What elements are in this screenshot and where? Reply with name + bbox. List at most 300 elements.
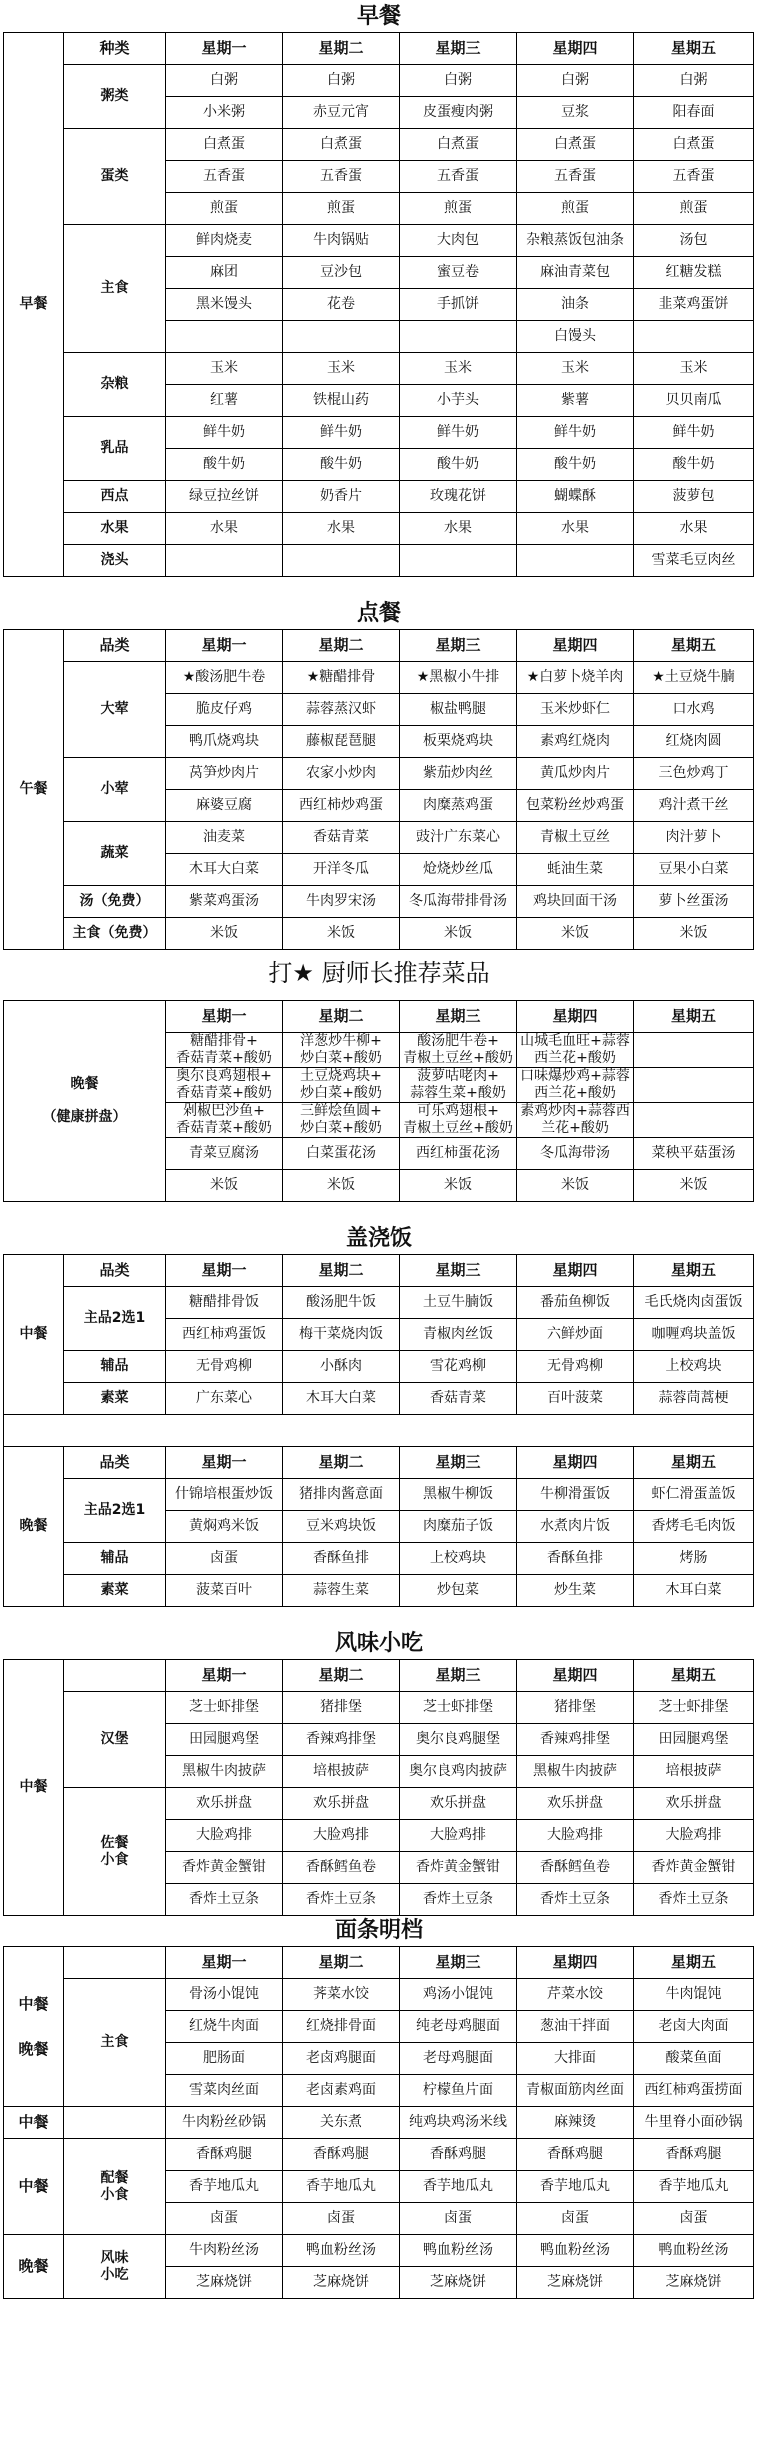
dish-cell: 玉米 bbox=[166, 353, 283, 385]
dish-cell: 番茄鱼柳饭 bbox=[517, 1287, 634, 1319]
dish-cell: 鸭血粉丝汤 bbox=[517, 2235, 634, 2267]
day-header: 星期五 bbox=[634, 1001, 754, 1033]
dish-cell: 青菜豆腐汤 bbox=[166, 1138, 283, 1170]
header-row bbox=[4, 1001, 754, 1033]
dish-cell: 卤蛋 bbox=[166, 1543, 283, 1575]
dish-cell: 毛氏烧肉卤蛋饭 bbox=[634, 1287, 754, 1319]
dish-cell: 木耳白菜 bbox=[634, 1575, 754, 1607]
dish-cell: 香酥鸡腿 bbox=[166, 2139, 283, 2171]
dish-cell: 牛柳滑蛋饭 bbox=[517, 1479, 634, 1511]
day-header: 星期一 bbox=[166, 1255, 283, 1287]
dish-cell: 韭菜鸡蛋饼 bbox=[634, 289, 754, 321]
dish-cell: 米饭 bbox=[517, 918, 634, 950]
menu-row bbox=[4, 1287, 754, 1319]
dish-cell: 西红柿炒鸡蛋 bbox=[283, 790, 400, 822]
category-label: 素菜 bbox=[64, 1383, 166, 1415]
dish-cell: 麻团 bbox=[166, 257, 283, 289]
meal-label: 中餐 bbox=[4, 1255, 64, 1415]
day-header: 星期二 bbox=[283, 1447, 400, 1479]
blank-cell bbox=[4, 1415, 754, 1447]
dish-cell: 芝麻烧饼 bbox=[517, 2267, 634, 2299]
dish-cell: 黑椒牛柳饭 bbox=[400, 1479, 517, 1511]
dish-cell: 麻辣烫 bbox=[517, 2107, 634, 2139]
snack-title: 风味小吃 bbox=[334, 1631, 423, 1656]
dish-cell: 麻油青菜包 bbox=[517, 257, 634, 289]
dish-cell: 百叶菠菜 bbox=[517, 1383, 634, 1415]
dish-cell: 煎蛋 bbox=[634, 193, 754, 225]
dish-cell: 大肉包 bbox=[400, 225, 517, 257]
category-header: 品类 bbox=[64, 1255, 166, 1287]
menu-row bbox=[4, 1383, 754, 1415]
dish-cell: 白菜蛋花汤 bbox=[283, 1138, 400, 1170]
dish-cell: 香芋地瓜丸 bbox=[400, 2171, 517, 2203]
day-header: 星期四 bbox=[517, 1660, 634, 1692]
dinner-meal: 晚餐 bbox=[70, 1076, 99, 1092]
dish-cell: 香炸黄金蟹钳 bbox=[400, 1852, 517, 1884]
menu-row bbox=[4, 417, 754, 449]
category-label: 主食 bbox=[64, 225, 166, 353]
dish-cell: 米饭 bbox=[283, 918, 400, 950]
dish-cell: 土豆牛腩饭 bbox=[400, 1287, 517, 1319]
dish-cell: 小米粥 bbox=[166, 97, 283, 129]
dish-cell: 冬瓜海带排骨汤 bbox=[400, 886, 517, 918]
category-label: 蛋类 bbox=[64, 129, 166, 225]
dish-cell: 芝士虾排堡 bbox=[400, 1692, 517, 1724]
day-header: 星期五 bbox=[634, 1947, 754, 1979]
dish-cell: 三色炒鸡丁 bbox=[634, 758, 754, 790]
dish-cell: 紫薯 bbox=[517, 385, 634, 417]
dish-cell: ★糖醋排骨 bbox=[283, 662, 400, 694]
dish-cell: 玉米炒虾仁 bbox=[517, 694, 634, 726]
dish-cell: 玫瑰花饼 bbox=[400, 481, 517, 513]
blank-row-table bbox=[3, 1414, 754, 1447]
dish-cell: 红糖发糕 bbox=[634, 257, 754, 289]
dish-cell: 黑椒牛肉披萨 bbox=[517, 1756, 634, 1788]
day-header: 星期一 bbox=[166, 1947, 283, 1979]
dish-cell: 奶香片 bbox=[283, 481, 400, 513]
dish-cell: 香炸土豆条 bbox=[166, 1884, 283, 1916]
menu-row bbox=[4, 758, 754, 790]
dish-cell: 蝴蝶酥 bbox=[517, 481, 634, 513]
category-label: 主食 bbox=[64, 1979, 166, 2107]
dish-cell: 烤肠 bbox=[634, 1543, 754, 1575]
dish-cell: 肉糜茄子饭 bbox=[400, 1511, 517, 1543]
dish-cell: 白粥 bbox=[517, 65, 634, 97]
dish-cell: 荠菜水饺 bbox=[283, 1979, 400, 2011]
order-title: 点餐 bbox=[356, 601, 401, 626]
dish-cell bbox=[166, 321, 283, 353]
menu-row bbox=[4, 481, 754, 513]
dish-cell: 香酥鸡腿 bbox=[517, 2139, 634, 2171]
dish-cell: 欢乐拼盘 bbox=[400, 1788, 517, 1820]
dish-cell: 香炸土豆条 bbox=[634, 1884, 754, 1916]
category-header: 品类 bbox=[64, 1447, 166, 1479]
dish-cell: 梅干菜烧肉饭 bbox=[283, 1319, 400, 1351]
dish-cell bbox=[634, 1033, 754, 1068]
header-row bbox=[4, 33, 754, 65]
dish-cell: 香酥鸡腿 bbox=[634, 2139, 754, 2171]
dish-cell: 西红柿鸡蛋捞面 bbox=[634, 2075, 754, 2107]
category-label: 浇头 bbox=[64, 545, 166, 577]
dish-cell: 杂粮蒸饭包油条 bbox=[517, 225, 634, 257]
dish-cell: 香芋地瓜丸 bbox=[517, 2171, 634, 2203]
menu-row bbox=[4, 1479, 754, 1511]
dish-cell: 米饭 bbox=[634, 918, 754, 950]
dish-cell: 紫菜鸡蛋汤 bbox=[166, 886, 283, 918]
dish-cell: 口水鸡 bbox=[634, 694, 754, 726]
dish-cell: 香酥鳕鱼卷 bbox=[283, 1852, 400, 1884]
dish-cell: 芝麻烧饼 bbox=[634, 2267, 754, 2299]
dish-cell: 米饭 bbox=[166, 918, 283, 950]
spacer bbox=[0, 1607, 758, 1629]
dish-cell: 咖喱鸡块盖饭 bbox=[634, 1319, 754, 1351]
dish-cell: 西红柿蛋花汤 bbox=[400, 1138, 517, 1170]
dish-cell: 无骨鸡柳 bbox=[517, 1351, 634, 1383]
dish-cell: 雪菜肉丝面 bbox=[166, 2075, 283, 2107]
dish-cell: 骨汤小馄饨 bbox=[166, 1979, 283, 2011]
dish-cell: 土豆烧鸡块+ 炒白菜+酸奶 bbox=[283, 1068, 400, 1103]
dish-cell: 关东煮 bbox=[283, 2107, 400, 2139]
dish-cell: 香炸土豆条 bbox=[400, 1884, 517, 1916]
dish-cell: 脆皮仔鸡 bbox=[166, 694, 283, 726]
noodle-table bbox=[3, 1946, 754, 2299]
dish-cell: 白粥 bbox=[634, 65, 754, 97]
dish-cell: 蒜蓉蒸汉虾 bbox=[283, 694, 400, 726]
dish-cell: 玉米 bbox=[283, 353, 400, 385]
dish-cell bbox=[400, 321, 517, 353]
dish-cell: 鲜肉烧麦 bbox=[166, 225, 283, 257]
category-label: 大荤 bbox=[64, 662, 166, 758]
menu-row bbox=[4, 2139, 754, 2171]
day-header: 星期五 bbox=[634, 1660, 754, 1692]
spacer bbox=[0, 577, 758, 599]
dish-cell: 欢乐拼盘 bbox=[517, 1788, 634, 1820]
dish-cell: 五香蛋 bbox=[517, 161, 634, 193]
day-header: 星期三 bbox=[400, 630, 517, 662]
breakfast-table bbox=[3, 32, 754, 577]
menu-row bbox=[4, 1979, 754, 2011]
dish-cell: 牛肉粉丝汤 bbox=[166, 2235, 283, 2267]
dish-cell: 煎蛋 bbox=[166, 193, 283, 225]
menu-row bbox=[4, 1692, 754, 1724]
dish-cell bbox=[166, 545, 283, 577]
dish-cell: 六鲜炒面 bbox=[517, 1319, 634, 1351]
spacer bbox=[0, 1202, 758, 1224]
dish-cell: 菠萝咕咾肉+ 蒜蓉生菜+酸奶 bbox=[400, 1068, 517, 1103]
meal-dinner: 晚餐 bbox=[18, 2039, 49, 2058]
dish-cell: 冬瓜海带汤 bbox=[517, 1138, 634, 1170]
menu-row bbox=[4, 2235, 754, 2267]
dish-cell: 白煮蛋 bbox=[166, 129, 283, 161]
menu-row bbox=[4, 662, 754, 694]
dish-cell: 油麦菜 bbox=[166, 822, 283, 854]
dish-cell: 豆浆 bbox=[517, 97, 634, 129]
dish-cell: 豆米鸡块饭 bbox=[283, 1511, 400, 1543]
dish-cell: 猪排堡 bbox=[517, 1692, 634, 1724]
dish-cell: 水煮肉片饭 bbox=[517, 1511, 634, 1543]
dish-cell: 香酥鸡腿 bbox=[283, 2139, 400, 2171]
dish-cell: 三鲜烩鱼圆+ 炒白菜+酸奶 bbox=[283, 1103, 400, 1138]
category-label: 汤（免费） bbox=[64, 886, 166, 918]
category-label: 辅品 bbox=[64, 1543, 166, 1575]
dish-cell: 雪花鸡柳 bbox=[400, 1351, 517, 1383]
dish-cell bbox=[283, 321, 400, 353]
dish-cell: 豆果小白菜 bbox=[634, 854, 754, 886]
dish-cell: 水果 bbox=[283, 513, 400, 545]
dish-cell: 香酥鱼排 bbox=[283, 1543, 400, 1575]
dish-cell: 老卤鸡腿面 bbox=[283, 2043, 400, 2075]
day-header: 星期五 bbox=[634, 1447, 754, 1479]
dish-cell: 肉汁萝卜 bbox=[634, 822, 754, 854]
dish-cell bbox=[517, 545, 634, 577]
menu-row bbox=[4, 353, 754, 385]
category-label: 粥类 bbox=[64, 65, 166, 129]
day-header: 星期一 bbox=[166, 630, 283, 662]
dish-cell: 肥肠面 bbox=[166, 2043, 283, 2075]
dish-cell: 酸汤肥牛饭 bbox=[283, 1287, 400, 1319]
day-header: 星期三 bbox=[400, 33, 517, 65]
dish-cell: 白煮蛋 bbox=[283, 129, 400, 161]
dish-cell: 香芋地瓜丸 bbox=[166, 2171, 283, 2203]
dish-cell: 煎蛋 bbox=[400, 193, 517, 225]
day-header: 星期五 bbox=[634, 630, 754, 662]
dish-cell: 上校鸡块 bbox=[634, 1351, 754, 1383]
dish-cell: 可乐鸡翅根+ 青椒土豆丝+酸奶 bbox=[400, 1103, 517, 1138]
dish-cell: 五香蛋 bbox=[166, 161, 283, 193]
dish-cell: 米饭 bbox=[517, 1170, 634, 1202]
menu-row bbox=[4, 65, 754, 97]
day-header: 星期二 bbox=[283, 1001, 400, 1033]
category-label: 杂粮 bbox=[64, 353, 166, 417]
dish-cell: 大脸鸡排 bbox=[400, 1820, 517, 1852]
dish-cell: 香烤毛毛肉饭 bbox=[634, 1511, 754, 1543]
category-header: 种类 bbox=[64, 33, 166, 65]
day-header: 星期二 bbox=[283, 33, 400, 65]
category-label: 主品2选1 bbox=[64, 1479, 166, 1543]
dish-cell: 油条 bbox=[517, 289, 634, 321]
dish-cell: 欢乐拼盘 bbox=[634, 1788, 754, 1820]
menu-row bbox=[4, 129, 754, 161]
dish-cell: 素鸡炒肉+蒜蓉西 兰花+酸奶 bbox=[517, 1103, 634, 1138]
dish-cell: 香炸黄金蟹钳 bbox=[166, 1852, 283, 1884]
dish-cell: 香菇青菜 bbox=[400, 1383, 517, 1415]
dish-cell: 鸡汁煮干丝 bbox=[634, 790, 754, 822]
meal-label: 中餐 bbox=[4, 2139, 64, 2235]
dish-cell: 鲜牛奶 bbox=[283, 417, 400, 449]
dish-cell: 蜜豆卷 bbox=[400, 257, 517, 289]
meal-label: 晚餐 bbox=[4, 2235, 64, 2299]
menu-row bbox=[4, 822, 754, 854]
category-label: 主食（免费） bbox=[64, 918, 166, 950]
breakfast-title: 早餐 bbox=[356, 4, 401, 29]
day-header: 星期四 bbox=[517, 33, 634, 65]
menu-row bbox=[4, 545, 754, 577]
dish-cell: 米饭 bbox=[400, 1170, 517, 1202]
category-label: 佐餐 小食 bbox=[64, 1788, 166, 1916]
dish-cell: 糖醋排骨饭 bbox=[166, 1287, 283, 1319]
dish-cell: 玉米 bbox=[400, 353, 517, 385]
dish-cell: 黄瓜炒肉片 bbox=[517, 758, 634, 790]
dish-cell: 上校鸡块 bbox=[400, 1543, 517, 1575]
dish-cell: 香炸黄金蟹钳 bbox=[634, 1852, 754, 1884]
dish-cell: 大脸鸡排 bbox=[283, 1820, 400, 1852]
meal-label: 晚餐 bbox=[4, 1447, 64, 1607]
dish-cell: 牛肉粉丝砂锅 bbox=[166, 2107, 283, 2139]
dish-cell: 酸牛奶 bbox=[400, 449, 517, 481]
dish-cell: 蚝油生菜 bbox=[517, 854, 634, 886]
header-row bbox=[4, 1947, 754, 1979]
meal-lunch: 中餐 bbox=[18, 1994, 49, 2013]
dish-cell: 奥尔良鸡翅根+ 香菇青菜+酸奶 bbox=[166, 1068, 283, 1103]
dish-cell: 卤蛋 bbox=[166, 2203, 283, 2235]
meal-label bbox=[4, 1001, 166, 1202]
dish-cell: 柠檬鱼片面 bbox=[400, 2075, 517, 2107]
dish-cell: 肉糜蒸鸡蛋 bbox=[400, 790, 517, 822]
dish-cell: 牛肉罗宋汤 bbox=[283, 886, 400, 918]
meal-label: 午餐 bbox=[4, 630, 64, 950]
dish-cell: 糖醋排骨+ 香菇青菜+酸奶 bbox=[166, 1033, 283, 1068]
dinner-platter-table bbox=[3, 1000, 754, 1202]
dish-cell: ★白萝卜烧羊肉 bbox=[517, 662, 634, 694]
dish-cell: 香菇青菜 bbox=[283, 822, 400, 854]
dish-cell: 猪排堡 bbox=[283, 1692, 400, 1724]
dish-cell: 酸牛奶 bbox=[283, 449, 400, 481]
dish-cell: 牛肉锅贴 bbox=[283, 225, 400, 257]
dish-cell: 米饭 bbox=[634, 1170, 754, 1202]
day-header: 星期二 bbox=[283, 630, 400, 662]
dish-cell: 老母鸡腿面 bbox=[400, 2043, 517, 2075]
dish-cell: 雪菜毛豆肉丝 bbox=[634, 545, 754, 577]
dish-cell: 米饭 bbox=[166, 1170, 283, 1202]
dish-cell: 莴笋炒肉片 bbox=[166, 758, 283, 790]
dish-cell: 老卤大肉面 bbox=[634, 2011, 754, 2043]
dish-cell: 水果 bbox=[400, 513, 517, 545]
dish-cell: 芝麻烧饼 bbox=[400, 2267, 517, 2299]
category-label: 乳品 bbox=[64, 417, 166, 481]
dish-cell: 香酥鸡腿 bbox=[400, 2139, 517, 2171]
day-header: 星期二 bbox=[283, 1947, 400, 1979]
dish-cell bbox=[283, 545, 400, 577]
day-header: 星期一 bbox=[166, 1447, 283, 1479]
day-header: 星期五 bbox=[634, 33, 754, 65]
menu-row bbox=[4, 1543, 754, 1575]
category-label: 辅品 bbox=[64, 1351, 166, 1383]
menu-row bbox=[4, 1351, 754, 1383]
dish-cell: 白粥 bbox=[283, 65, 400, 97]
dish-cell: 青椒肉丝饭 bbox=[400, 1319, 517, 1351]
dish-cell: 芝士虾排堡 bbox=[166, 1692, 283, 1724]
dish-cell: 豉汁广东菜心 bbox=[400, 822, 517, 854]
meal-label: 中餐 bbox=[4, 1660, 64, 1916]
category-label: 小荤 bbox=[64, 758, 166, 822]
dish-cell: 芹菜水饺 bbox=[517, 1979, 634, 2011]
day-header: 星期三 bbox=[400, 1001, 517, 1033]
dish-cell: 大脸鸡排 bbox=[166, 1820, 283, 1852]
dish-cell: 奥尔良鸡腿堡 bbox=[400, 1724, 517, 1756]
dish-cell: 水果 bbox=[634, 513, 754, 545]
dish-cell: 大脸鸡排 bbox=[517, 1820, 634, 1852]
dish-cell: 藤椒琵琶腿 bbox=[283, 726, 400, 758]
dish-cell: 白粥 bbox=[400, 65, 517, 97]
day-header: 星期四 bbox=[517, 1255, 634, 1287]
dish-cell: 素鸡红烧肉 bbox=[517, 726, 634, 758]
day-header: 星期一 bbox=[166, 1001, 283, 1033]
dish-cell: 米饭 bbox=[400, 918, 517, 950]
chef-recommend-caption: 打★ 厨师长推荐菜品 bbox=[268, 959, 490, 987]
dish-cell: 五香蛋 bbox=[400, 161, 517, 193]
day-header: 星期四 bbox=[517, 1947, 634, 1979]
dish-cell: 椒盐鸭腿 bbox=[400, 694, 517, 726]
day-header: 星期四 bbox=[517, 1447, 634, 1479]
dish-cell: 欢乐拼盘 bbox=[283, 1788, 400, 1820]
dish-cell: 五香蛋 bbox=[634, 161, 754, 193]
dish-cell: 玉米 bbox=[634, 353, 754, 385]
dish-cell: 香芋地瓜丸 bbox=[634, 2171, 754, 2203]
dish-cell: 五香蛋 bbox=[283, 161, 400, 193]
day-header: 星期二 bbox=[283, 1255, 400, 1287]
dish-cell: 白煮蛋 bbox=[634, 129, 754, 161]
rice-title: 盖浇饭 bbox=[345, 1226, 412, 1251]
dish-cell: 鲜牛奶 bbox=[517, 417, 634, 449]
dish-cell: 农家小炒肉 bbox=[283, 758, 400, 790]
day-header: 星期三 bbox=[400, 1947, 517, 1979]
meal-label: 早餐 bbox=[4, 33, 64, 577]
dish-cell: 洋葱炒牛柳+ 炒白菜+酸奶 bbox=[283, 1033, 400, 1068]
dish-cell: 炒包菜 bbox=[400, 1575, 517, 1607]
dish-cell: 青椒面筋肉丝面 bbox=[517, 2075, 634, 2107]
snack-table bbox=[3, 1659, 754, 1916]
meal-label bbox=[4, 1947, 64, 2107]
dish-cell: 小芋头 bbox=[400, 385, 517, 417]
dish-cell: 香辣鸡排堡 bbox=[517, 1724, 634, 1756]
dish-cell: 包菜粉丝炒鸡蛋 bbox=[517, 790, 634, 822]
dish-cell: 香芋地瓜丸 bbox=[283, 2171, 400, 2203]
category-header bbox=[64, 1660, 166, 1692]
dish-cell: 贝贝南瓜 bbox=[634, 385, 754, 417]
rice-lunch-table bbox=[3, 1254, 754, 1415]
day-header: 星期一 bbox=[166, 33, 283, 65]
dish-cell: 手抓饼 bbox=[400, 289, 517, 321]
dish-cell: ★黑椒小牛排 bbox=[400, 662, 517, 694]
day-header: 星期四 bbox=[517, 1001, 634, 1033]
rice-dinner-table bbox=[3, 1446, 754, 1607]
dish-cell: 黑米馒头 bbox=[166, 289, 283, 321]
dish-cell: 酸牛奶 bbox=[517, 449, 634, 481]
day-header: 星期二 bbox=[283, 1660, 400, 1692]
category-header: 品类 bbox=[64, 630, 166, 662]
dish-cell: 鸭血粉丝汤 bbox=[634, 2235, 754, 2267]
dish-cell: 菠菜百叶 bbox=[166, 1575, 283, 1607]
dish-cell: 玉米 bbox=[517, 353, 634, 385]
dish-cell: 板栗烧鸡块 bbox=[400, 726, 517, 758]
dish-cell: 口味爆炒鸡+蒜蓉 西兰花+酸奶 bbox=[517, 1068, 634, 1103]
dish-cell: 炒生菜 bbox=[517, 1575, 634, 1607]
dish-cell: 大排面 bbox=[517, 2043, 634, 2075]
header-row bbox=[4, 1255, 754, 1287]
dish-cell: 芝士虾排堡 bbox=[634, 1692, 754, 1724]
menu-row bbox=[4, 513, 754, 545]
dish-cell: 红烧肉圆 bbox=[634, 726, 754, 758]
menu-row bbox=[4, 1575, 754, 1607]
dish-cell: 卤蛋 bbox=[400, 2203, 517, 2235]
dish-cell: 西红柿鸡蛋饭 bbox=[166, 1319, 283, 1351]
category-label bbox=[64, 2107, 166, 2139]
day-header: 星期三 bbox=[400, 1660, 517, 1692]
menu-row bbox=[4, 918, 754, 950]
dish-cell: 大脸鸡排 bbox=[634, 1820, 754, 1852]
dish-cell: 红烧牛肉面 bbox=[166, 2011, 283, 2043]
menu-row bbox=[4, 886, 754, 918]
